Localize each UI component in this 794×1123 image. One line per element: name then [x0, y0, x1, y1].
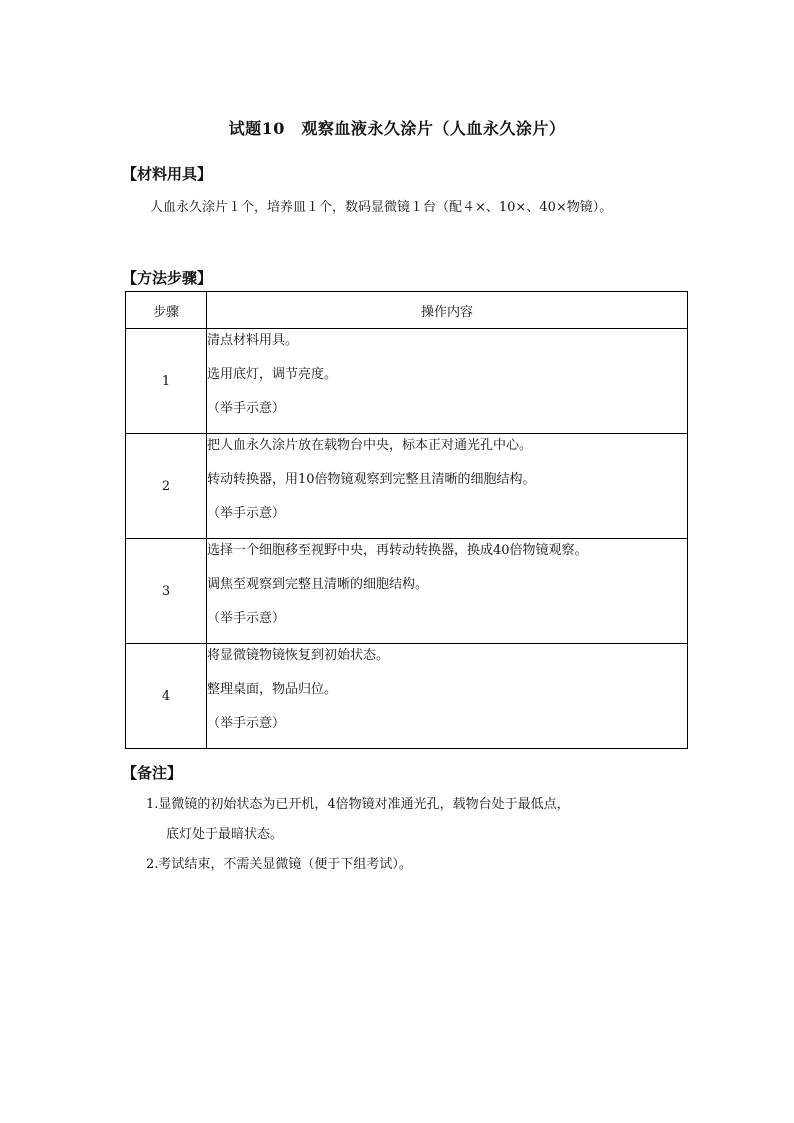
- step-number: 1: [126, 329, 207, 434]
- note-item-continuation: 底灯处于最暗状态。: [166, 827, 284, 842]
- step-line: 调焦至观察到完整且清晰的细胞结构。: [207, 577, 429, 592]
- table-row: [126, 539, 688, 644]
- step-content: [207, 644, 688, 749]
- page-title: 试题10 观察血液永久涂片（人血永久涂片）: [228, 119, 566, 138]
- step-content: [207, 539, 688, 644]
- step-line: （举手示意）: [207, 401, 286, 416]
- step-line: 整理桌面，物品归位。: [207, 682, 338, 697]
- step-number: 3: [126, 539, 207, 644]
- step-line: 把人血永久涂片放在载物台中央，标本正对通光孔中心。: [207, 438, 533, 453]
- table-row: [126, 644, 688, 749]
- notes-heading: 【备注】: [122, 764, 183, 782]
- materials-heading: 【材料用具】: [122, 165, 213, 183]
- column-header-content: 操作内容: [207, 292, 688, 329]
- step-line: 清点材料用具。: [207, 333, 299, 348]
- notes-list: [146, 790, 686, 880]
- note-item: 1.显微镜的初始状态为已开机，4倍物镜对准通光孔，载物台处于最低点，: [146, 797, 570, 812]
- step-line: 选择一个细胞移至视野中央，再转动转换器，换成40倍物镜观察。: [207, 543, 588, 558]
- step-line: 选用底灯，调节亮度。: [207, 367, 338, 382]
- materials-text: 人血永久涂片１个，培养皿１个，数码显微镜１台（配４×、10×、40×物镜）。: [150, 200, 613, 215]
- step-number: 4: [126, 644, 207, 749]
- step-line: 将显微镜物镜恢复到初始状态。: [207, 648, 390, 663]
- table-row: [126, 434, 688, 539]
- step-line: 转动转换器，用10倍物镜观察到完整且清晰的细胞结构。: [207, 472, 536, 487]
- note-item: 2.考试结束，不需关显微镜（便于下组考试）。: [146, 857, 412, 872]
- column-header-step: 步骤: [126, 292, 207, 329]
- table-header-row: [126, 292, 688, 329]
- step-number: 2: [126, 434, 207, 539]
- method-heading: 【方法步骤】: [122, 269, 213, 287]
- step-line: （举手示意）: [207, 611, 286, 626]
- steps-table: [125, 291, 688, 749]
- step-content: [207, 329, 688, 434]
- step-content: [207, 434, 688, 539]
- table-row: [126, 329, 688, 434]
- step-line: （举手示意）: [207, 506, 286, 521]
- step-line: （举手示意）: [207, 716, 286, 731]
